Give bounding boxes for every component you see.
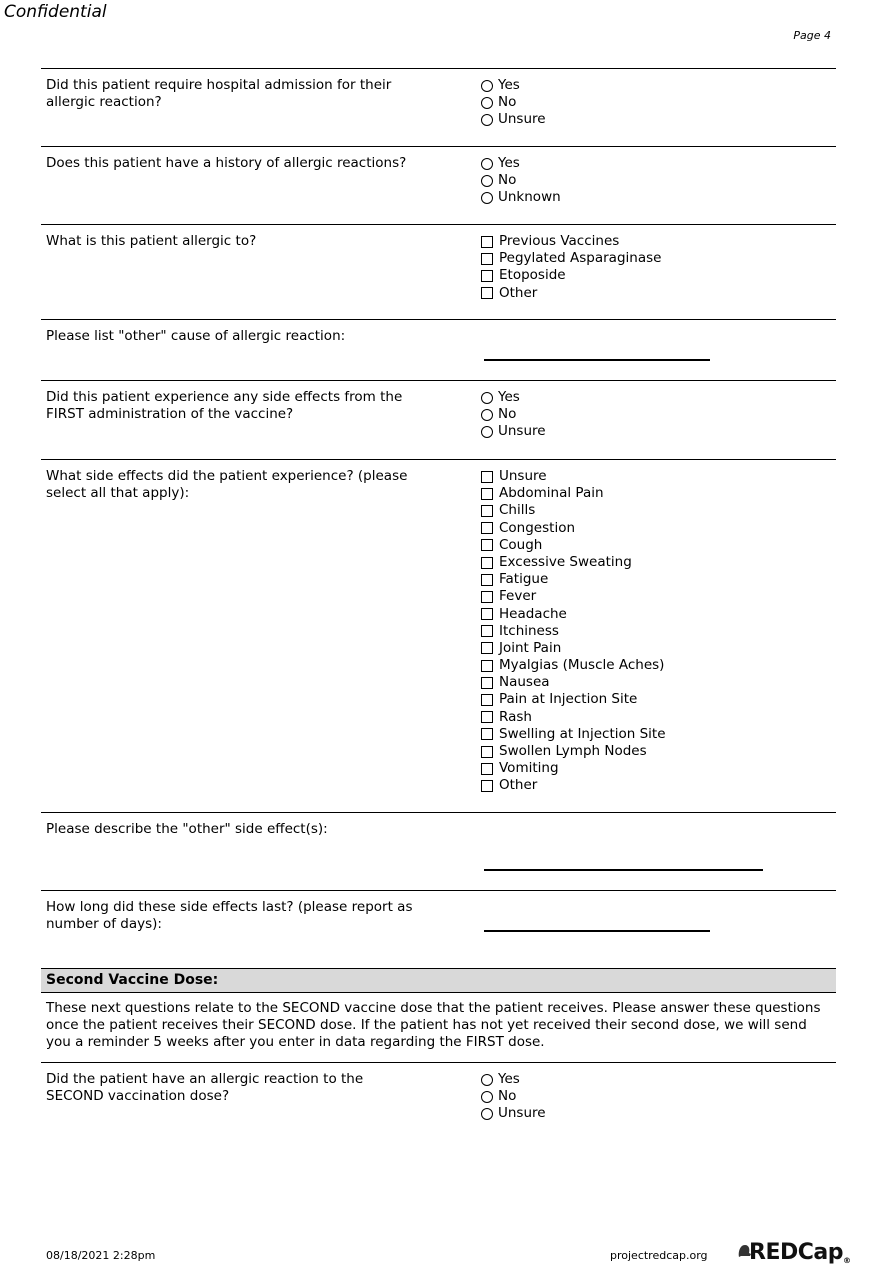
checkbox[interactable] — [481, 236, 493, 248]
radio-button[interactable] — [481, 175, 493, 187]
question-other-allergy-cause — [41, 319, 836, 380]
question-label: What is this patient allergic to? — [46, 233, 257, 249]
option-no[interactable] — [481, 406, 546, 423]
checkbox[interactable] — [481, 270, 493, 282]
option-yes[interactable] — [481, 1071, 546, 1088]
option-label: Unsure — [498, 423, 546, 440]
checkbox[interactable] — [481, 539, 493, 551]
option-label: Yes — [498, 389, 520, 405]
option-unsure[interactable] — [481, 111, 546, 128]
option-itchiness[interactable] — [481, 623, 666, 640]
option-label: Previous Vaccines — [499, 233, 620, 249]
checkbox[interactable] — [481, 746, 493, 758]
option-unsure[interactable] — [481, 1105, 546, 1122]
option-label: Unsure — [498, 111, 546, 128]
radio-button[interactable] — [481, 192, 493, 204]
option-joint-pain[interactable] — [481, 640, 666, 657]
option-label: Abdominal Pain — [499, 485, 604, 502]
redcap-logo — [737, 1240, 851, 1265]
option-label: Fatigue — [499, 571, 549, 588]
option-label: Swelling at Injection Site — [499, 725, 666, 742]
option-label: Excessive Sweating — [499, 553, 632, 570]
option-other[interactable] — [481, 777, 666, 794]
options-group — [481, 389, 546, 441]
other-allergy-cause-input[interactable] — [484, 359, 710, 361]
question-label: How long did these side effects last? (please report as number of days): — [46, 899, 413, 933]
checkbox[interactable] — [481, 694, 493, 706]
question-label: Please describe the "other" side effect(s): — [46, 821, 328, 837]
question-hospital-admission — [41, 68, 836, 146]
option-label: Yes — [498, 155, 520, 171]
question-first-dose-side-effects — [41, 380, 836, 459]
option-label: Pain at Injection Site — [499, 691, 638, 708]
registered-mark: ® — [842, 1256, 851, 1265]
option-label: No — [498, 406, 517, 423]
option-etoposide[interactable] — [481, 267, 661, 284]
option-label: Other — [499, 777, 538, 794]
checkbox[interactable] — [481, 728, 493, 740]
question-side-effect-duration — [41, 890, 836, 968]
checkbox[interactable] — [481, 642, 493, 654]
option-label: Rash — [499, 708, 532, 725]
option-label: No — [498, 1088, 517, 1105]
question-label: Did this patient experience any side effects from the FIRST administration of the vaccine? — [46, 389, 403, 423]
option-label: Unsure — [498, 1105, 546, 1122]
option-excessive-sweating[interactable] — [481, 554, 666, 571]
checkbox[interactable] — [481, 677, 493, 689]
option-yes[interactable] — [481, 77, 546, 94]
question-side-effects-list — [41, 459, 836, 812]
checkbox[interactable] — [481, 557, 493, 569]
radio-button[interactable] — [481, 426, 493, 438]
option-label: Headache — [499, 605, 567, 622]
option-unknown[interactable] — [481, 189, 561, 206]
option-no[interactable] — [481, 1088, 546, 1105]
radio-button[interactable] — [481, 114, 493, 126]
option-swollen-lymph-nodes[interactable] — [481, 743, 666, 760]
option-fever[interactable] — [481, 588, 666, 605]
option-label: Congestion — [499, 519, 576, 536]
radio-button[interactable] — [481, 1091, 493, 1103]
checkbox[interactable] — [481, 574, 493, 586]
option-label: No — [498, 94, 517, 111]
option-label: Chills — [499, 502, 536, 519]
option-label: Unknown — [498, 189, 561, 206]
option-swelling-at-injection-site[interactable] — [481, 726, 666, 743]
side-effect-duration-input[interactable] — [484, 930, 710, 932]
option-congestion[interactable] — [481, 520, 666, 537]
section-header-second-dose: Second Vaccine Dose: — [41, 968, 836, 993]
option-label: Joint Pain — [499, 639, 562, 656]
checkbox[interactable] — [481, 505, 493, 517]
option-no[interactable] — [481, 172, 561, 189]
options-group — [481, 155, 561, 207]
radio-button[interactable] — [481, 392, 493, 404]
option-yes[interactable] — [481, 389, 546, 406]
radio-button[interactable] — [481, 1074, 493, 1086]
option-nausea[interactable] — [481, 674, 666, 691]
option-label: Fever — [499, 588, 537, 605]
option-label: No — [498, 172, 517, 189]
checkbox[interactable] — [481, 253, 493, 265]
footer-timestamp: 08/18/2021 2:28pm — [46, 1249, 156, 1262]
checkbox[interactable] — [481, 763, 493, 775]
question-second-dose-allergic-reaction — [41, 1062, 836, 1143]
option-fatigue[interactable] — [481, 571, 666, 588]
checkbox[interactable] — [481, 780, 493, 792]
checkbox[interactable] — [481, 591, 493, 603]
option-cough[interactable] — [481, 537, 666, 554]
option-label: Nausea — [499, 674, 550, 691]
section-description: These next questions relate to the SECOND vaccine dose that the patient receives. Please answer these questions once the patient receives their SECOND dose. If the patient has not yet received their second dose, we will send you a reminder 5 weeks after you enter in data regarding the FIRST dose. — [46, 1000, 821, 1051]
question-label: Did this patient require hospital admission for their allergic reaction? — [46, 77, 392, 111]
radio-button[interactable] — [481, 1108, 493, 1120]
option-myalgias-muscle-aches[interactable] — [481, 657, 666, 674]
option-label: Etoposide — [499, 267, 566, 284]
checkbox[interactable] — [481, 625, 493, 637]
radio-button[interactable] — [481, 409, 493, 421]
option-label: Other — [499, 284, 538, 301]
question-allergy-history — [41, 146, 836, 224]
option-other[interactable] — [481, 285, 661, 302]
redcap-logo-text: REDCap — [749, 1240, 843, 1265]
confidential-label: Confidential — [4, 2, 107, 22]
question-label: Please list "other" cause of allergic reaction: — [46, 328, 346, 344]
option-label: Itchiness — [499, 622, 559, 639]
other-side-effect-input[interactable] — [484, 869, 763, 871]
options-group — [481, 77, 546, 129]
footer-url[interactable]: projectredcap.org — [610, 1249, 708, 1262]
option-label: Vomiting — [499, 760, 559, 777]
option-vomiting[interactable] — [481, 760, 666, 777]
checkbox[interactable] — [481, 522, 493, 534]
option-label: Yes — [498, 77, 520, 93]
page-number: Page 4 — [793, 29, 831, 42]
option-chills[interactable] — [481, 502, 666, 519]
question-label: Does this patient have a history of allergic reactions? — [46, 155, 407, 171]
checkbox[interactable] — [481, 711, 493, 723]
option-abdominal-pain[interactable] — [481, 485, 666, 502]
option-pegylated-asparaginase[interactable] — [481, 250, 661, 267]
radio-button[interactable] — [481, 97, 493, 109]
option-headache[interactable] — [481, 606, 666, 623]
radio-button[interactable] — [481, 80, 493, 92]
option-yes[interactable] — [481, 155, 561, 172]
option-label: Swollen Lymph Nodes — [499, 743, 647, 759]
option-label: Unsure — [499, 468, 547, 484]
option-unsure[interactable] — [481, 423, 546, 440]
checkbox[interactable] — [481, 287, 493, 299]
options-group — [481, 468, 666, 795]
option-pain-at-injection-site[interactable] — [481, 691, 666, 708]
options-group — [481, 233, 661, 302]
radio-button[interactable] — [481, 158, 493, 170]
question-label: Did the patient have an allergic reaction to the SECOND vaccination dose? — [46, 1071, 364, 1105]
checkbox[interactable] — [481, 488, 493, 500]
option-previous-vaccines[interactable] — [481, 233, 661, 250]
checkbox[interactable] — [481, 608, 493, 620]
option-no[interactable] — [481, 94, 546, 111]
question-label: What side effects did the patient experience? (please select all that apply): — [46, 468, 408, 502]
question-other-side-effect — [41, 812, 836, 890]
form — [41, 68, 836, 1143]
checkbox[interactable] — [481, 660, 493, 672]
option-label: Yes — [498, 1071, 520, 1087]
option-label: Cough — [499, 536, 543, 553]
option-rash[interactable] — [481, 709, 666, 726]
option-label: Pegylated Asparaginase — [499, 250, 662, 267]
option-label: Myalgias (Muscle Aches) — [499, 657, 665, 674]
option-unsure[interactable] — [481, 468, 666, 485]
question-allergic-to — [41, 224, 836, 319]
checkbox[interactable] — [481, 471, 493, 483]
options-group — [481, 1071, 546, 1123]
